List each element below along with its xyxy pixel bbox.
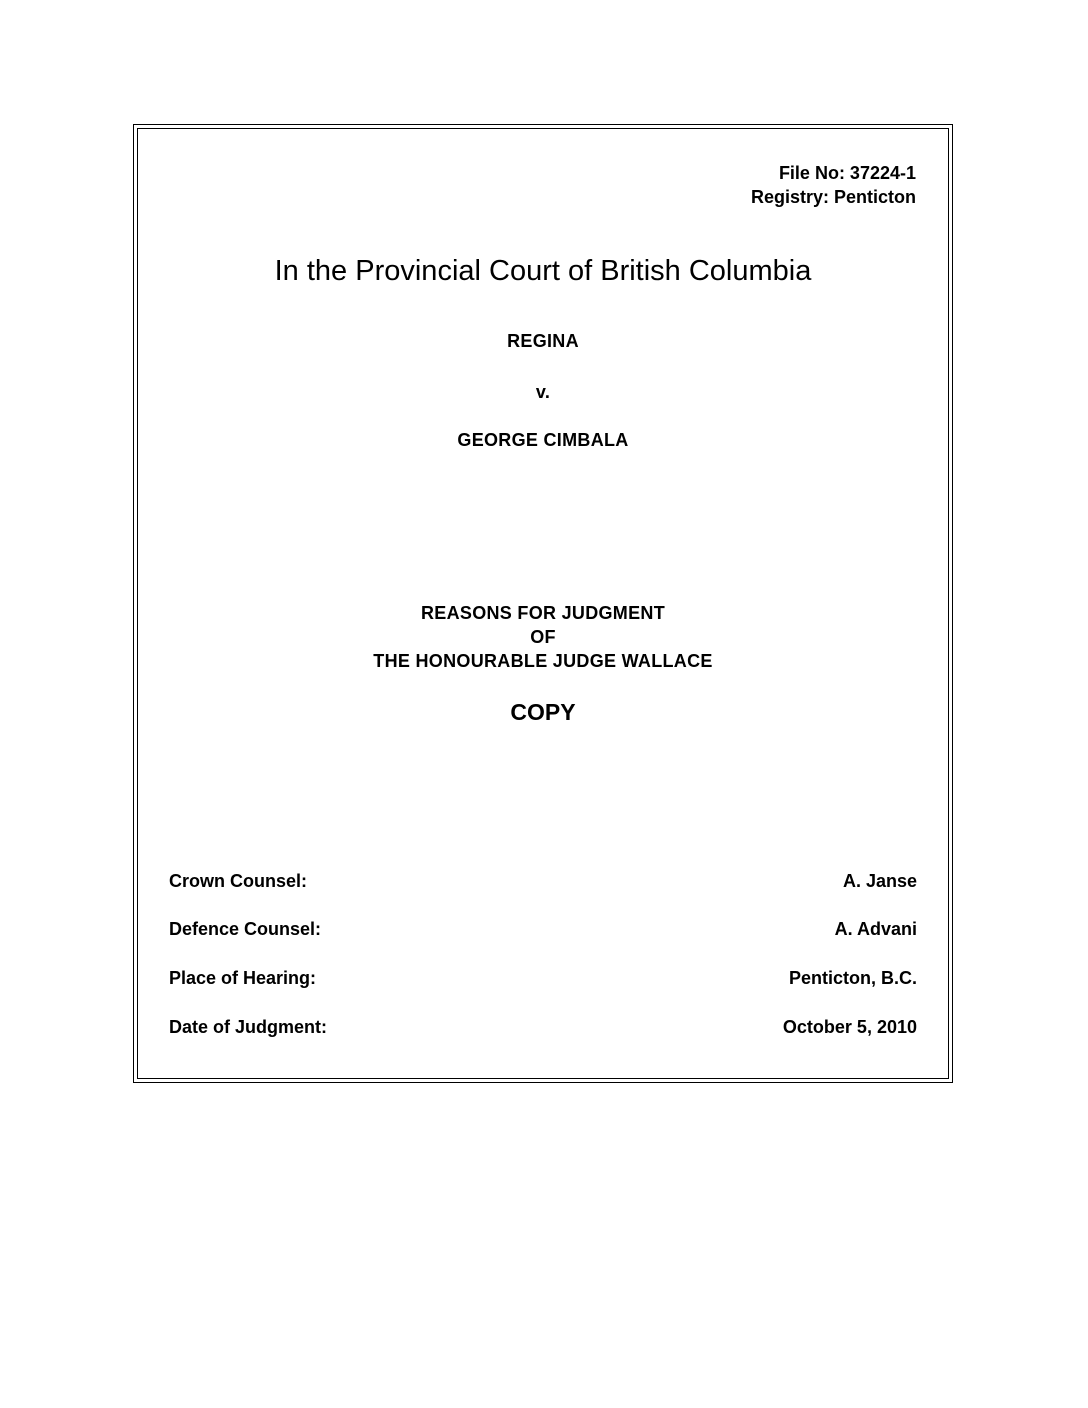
court-title: In the Provincial Court of British Columbia [274,255,812,287]
detail-label: Crown Counsel: [169,871,307,891]
detail-value: A. Janse [842,871,917,891]
detail-label: Defence Counsel: [169,919,322,939]
file-number: File No: 37224-1 [778,163,916,183]
detail-row-defence-counsel [169,919,917,943]
copy-label: COPY [510,699,576,725]
registry: Registry: Penticton [750,187,916,207]
party-defendant: GEORGE CIMBALA [457,430,629,450]
file-info [751,161,916,209]
reasons-line-3: THE HONOURABLE JUDGE WALLACE [373,651,713,671]
party-plaintiff: REGINA [507,331,579,351]
detail-row-crown-counsel [169,871,917,895]
detail-row-place-of-hearing [169,968,917,992]
detail-row-date-of-judgment [169,1017,917,1041]
document-border [133,124,953,1083]
reasons-heading [134,601,952,673]
reasons-line-1: REASONS FOR JUDGMENT [420,603,666,623]
party-versus: v. [535,382,551,402]
detail-value: Penticton, B.C. [788,968,917,988]
detail-label: Date of Judgment: [169,1017,328,1037]
detail-value: A. Advani [834,919,917,939]
detail-label: Place of Hearing: [169,968,317,988]
reasons-line-2: OF [530,627,556,647]
detail-value: October 5, 2010 [782,1017,917,1037]
